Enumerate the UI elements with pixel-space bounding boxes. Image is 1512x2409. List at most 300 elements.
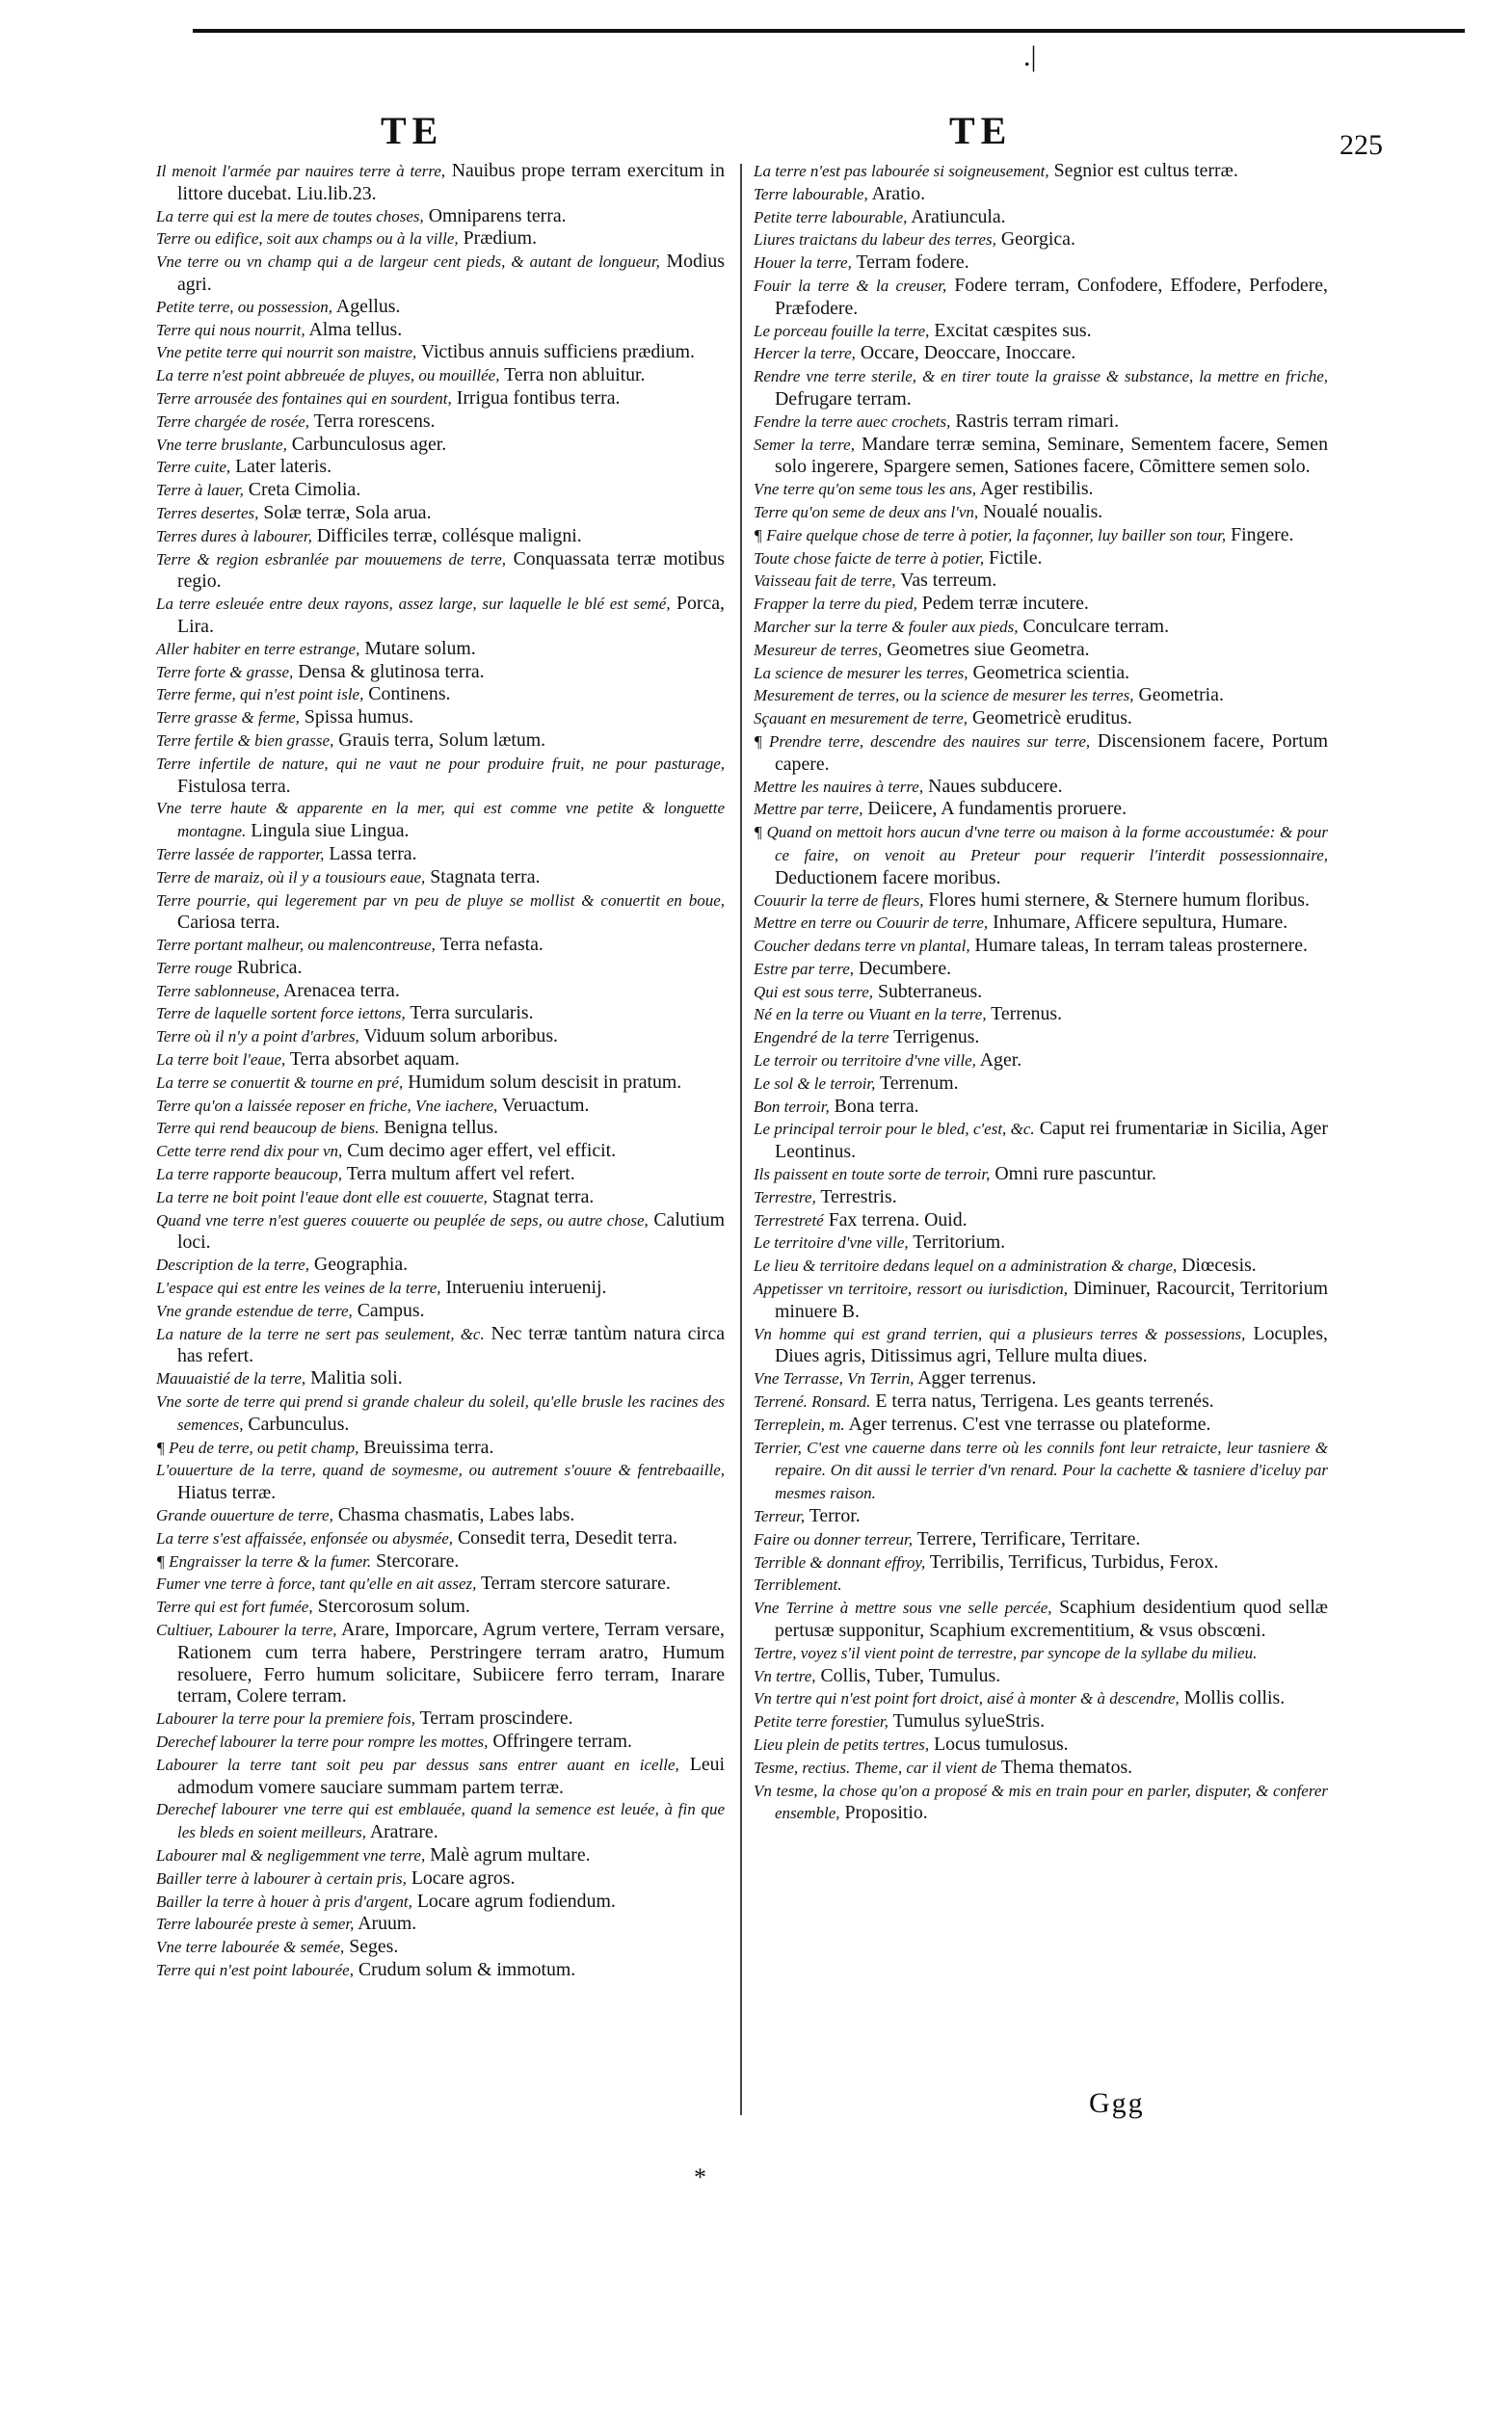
french-phrase: Terre à lauer,: [156, 481, 244, 500]
latin-equivalent: Nauibus prope terram exercitum in littore ducebat. Liu.lib.23.: [177, 160, 725, 204]
latin-equivalent: Terra nefasta.: [439, 934, 544, 956]
french-phrase: Petite terre labourable,: [754, 207, 908, 226]
dictionary-entry: [156, 479, 725, 502]
french-phrase: Houer la terre,: [754, 253, 852, 273]
dictionary-entry: [754, 1528, 1328, 1551]
french-phrase: Terre labourable,: [754, 184, 868, 203]
dictionary-entry: [156, 593, 725, 638]
dictionary-entry: [156, 434, 725, 457]
dictionary-entry: [156, 1731, 725, 1754]
latin-equivalent: Benigna tellus.: [384, 1117, 498, 1139]
french-phrase: Terreur,: [754, 1507, 806, 1526]
french-phrase: Vne terre labourée & semée,: [156, 1938, 345, 1957]
dictionary-entry: [754, 569, 1328, 593]
french-phrase: Il menoit l'armée par nauires terre à terre,: [156, 162, 446, 180]
french-phrase: Frapper la terre du pied,: [754, 595, 917, 614]
dictionary-entry: [754, 730, 1328, 776]
dictionary-entry: [156, 1186, 725, 1209]
latin-equivalent: Fistulosa terra.: [177, 775, 291, 797]
latin-equivalent: Terrestris.: [820, 1185, 897, 1207]
dictionary-entry: [156, 980, 725, 1003]
latin-equivalent: Terrigenus.: [893, 1026, 980, 1048]
french-phrase: Toute chose faicte de terre à potier,: [754, 548, 985, 568]
latin-equivalent: Porca, Lira.: [177, 593, 725, 637]
french-phrase: Semer la terre,: [754, 435, 855, 454]
latin-equivalent: Locare agros.: [411, 1866, 516, 1889]
dictionary-entry: [156, 341, 725, 364]
french-phrase: Tesme, rectius. Theme, car il vient de: [754, 1758, 997, 1777]
dictionary-entry: [754, 410, 1328, 434]
latin-equivalent: Carbunculus.: [248, 1413, 350, 1435]
latin-equivalent: Subterraneus.: [877, 980, 983, 1002]
dictionary-entry: [156, 1117, 725, 1140]
top-rule: [193, 29, 1465, 33]
latin-equivalent: Locare agrum fodiendum.: [416, 1890, 616, 1912]
french-phrase: ¶ Prendre terre, descendre des nauires sur terre,: [754, 731, 1091, 751]
folio-mark: .|: [1023, 40, 1037, 72]
french-phrase: Qui est sous terre,: [754, 982, 874, 1001]
latin-equivalent: Humidum solum descisit in pratum.: [408, 1071, 682, 1093]
dictionary-entry: [754, 342, 1328, 365]
dictionary-entry: [754, 1118, 1328, 1163]
dictionary-entry: [156, 1527, 725, 1550]
dictionary-entry: [156, 1025, 725, 1048]
dictionary-entry: [754, 1665, 1328, 1688]
french-phrase: Terres dures à labourer,: [156, 526, 312, 545]
latin-equivalent: Rastris terram rimari.: [955, 410, 1120, 432]
french-phrase: La terre qui est la mere de toutes choses,: [156, 206, 424, 225]
french-phrase: Tertre, voyez s'il vient point de terrestre, par syncope de la syllabe du milieu.: [754, 1643, 1258, 1662]
dictionary-entry: [754, 1710, 1328, 1734]
latin-equivalent: Later lateris.: [235, 456, 332, 478]
latin-equivalent: Aratiuncula.: [911, 205, 1006, 227]
dictionary-entry: [156, 1573, 725, 1596]
latin-equivalent: Veruactum.: [501, 1094, 590, 1116]
latin-equivalent: Naues subducere.: [928, 775, 1063, 797]
column-divider: [740, 164, 742, 2115]
latin-equivalent: Terram fodere.: [856, 251, 969, 274]
latin-equivalent: Terra non abluitur.: [504, 364, 646, 386]
latin-equivalent: Crudum solum & immotum.: [358, 1958, 576, 1980]
latin-equivalent: Terra rorescens.: [313, 410, 436, 432]
french-phrase: Vne Terrine à mettre sous vne selle percée,: [754, 1599, 1052, 1618]
french-phrase: L'ouuerture de la terre, quand de soymesme, ou autrement s'ouure & fentrebaaille,: [156, 1461, 725, 1480]
dictionary-entry: [754, 1597, 1328, 1642]
dictionary-entry: [754, 1757, 1328, 1780]
french-phrase: Bon terroir,: [754, 1097, 830, 1116]
latin-equivalent: Inhumare, Afficere sepultura, Humare.: [993, 912, 1288, 934]
dictionary-entry: [156, 548, 725, 594]
dictionary-entry: [754, 1367, 1328, 1390]
french-phrase: Mesureur de terres,: [754, 640, 883, 659]
dictionary-entry: [754, 912, 1328, 935]
french-phrase: Vn homme qui est grand terrien, qui a plusieurs terres & possessions,: [754, 1324, 1246, 1343]
dictionary-entry: [754, 1642, 1328, 1665]
dictionary-entry: [754, 1255, 1328, 1278]
latin-equivalent: Carbunculosus ager.: [291, 433, 447, 455]
dictionary-entry: [156, 502, 725, 525]
latin-equivalent: Defrugare terram.: [775, 387, 912, 410]
french-phrase: L'espace qui est entre les veines de la terre,: [156, 1279, 441, 1298]
french-phrase: Faire ou donner terreur,: [754, 1529, 913, 1549]
dictionary-entry: [754, 275, 1328, 320]
latin-equivalent: Fingere.: [1231, 523, 1294, 545]
latin-equivalent: Malitia soli.: [310, 1367, 403, 1390]
dictionary-entry: [754, 593, 1328, 616]
latin-equivalent: Leui admodum vomere sauciare summam partem terræ.: [177, 1753, 725, 1798]
french-phrase: Cette terre rend dix pour vn,: [156, 1142, 343, 1161]
dictionary-entry: [754, 639, 1328, 662]
french-phrase: Vn tertre qui n'est point fort droict, aisé à monter & à descendre,: [754, 1689, 1180, 1708]
dictionary-entry: [156, 1504, 725, 1527]
french-phrase: Terre forte & grasse,: [156, 662, 294, 681]
dictionary-entry: [156, 753, 725, 798]
french-phrase: Vne terre qu'on seme tous les ans,: [754, 480, 977, 499]
french-phrase: Hercer la terre,: [754, 344, 856, 363]
latin-equivalent: Geometria.: [1138, 684, 1224, 706]
french-phrase: La terre se conuertit & tourne en pré,: [156, 1072, 404, 1092]
dictionary-entry: [156, 251, 725, 296]
dictionary-entry: [754, 662, 1328, 685]
dictionary-entry: [156, 1437, 725, 1460]
latin-equivalent: Spissa humus.: [304, 706, 414, 728]
french-phrase: Vne petite terre qui nourrit son maistre,: [156, 343, 417, 362]
dictionary-entry: [156, 205, 725, 228]
french-phrase: Le terroir ou territoire d'vne ville,: [754, 1051, 976, 1071]
french-phrase: Labourer la terre pour la premiere fois,: [156, 1709, 415, 1729]
latin-equivalent: Mandare terræ semina, Seminare, Sementem facere, Semen solo ingerere, Spargere semen, Sationes facere, Cõmittere semen solo.: [775, 433, 1328, 478]
dictionary-entry: [754, 1734, 1328, 1757]
dictionary-entry: [754, 1780, 1328, 1826]
latin-equivalent: Hiatus terræ.: [177, 1482, 277, 1504]
french-phrase: ¶ Engraisser la terre & la fumer.: [156, 1551, 372, 1571]
french-phrase: ¶ Peu de terre, ou petit champ,: [156, 1438, 359, 1457]
french-phrase: Terrible & donnant effroy,: [754, 1552, 926, 1572]
dictionary-entry: [754, 1231, 1328, 1255]
french-phrase: Couurir la terre de fleurs,: [754, 890, 924, 910]
french-phrase: Terre fertile & bien grasse,: [156, 730, 334, 750]
latin-equivalent: Malè agrum multare.: [430, 1843, 591, 1866]
dictionary-entry: [156, 1072, 725, 1095]
dictionary-entry: [156, 661, 725, 684]
french-phrase: Terre ou edifice, soit aux champs ou à la ville,: [156, 229, 459, 249]
french-phrase: Terriblement.: [754, 1575, 842, 1595]
latin-equivalent: Terrenum.: [880, 1072, 959, 1094]
latin-equivalent: Stercorare.: [376, 1549, 460, 1572]
dictionary-entry: [754, 183, 1328, 206]
latin-equivalent: Aratio.: [871, 182, 926, 204]
dictionary-entry: [754, 1390, 1328, 1414]
dictionary-entry: [156, 456, 725, 479]
dictionary-entry: [156, 1707, 725, 1731]
french-phrase: Labourer la terre tant soit peu par dessus sans entrer auant en icelle,: [156, 1755, 679, 1774]
latin-equivalent: Locuples, Diues agris, Ditissimus agri, Tellure multa diues.: [775, 1322, 1328, 1367]
dictionary-entry: [156, 1140, 725, 1163]
french-phrase: Mettre en terre ou Couurir de terre,: [754, 913, 989, 933]
french-phrase: Terre qu'on seme de deux ans l'vn,: [754, 502, 979, 521]
latin-equivalent: Terra multum affert vel refert.: [346, 1163, 575, 1185]
dictionary-entry: [156, 160, 725, 205]
dictionary-entry: [156, 1209, 725, 1255]
french-phrase: Vn tesme, la chose qu'on a proposé & mis en train pour en parler, disputer, & conferer ensemble,: [754, 1781, 1328, 1823]
dictionary-entry: [754, 1072, 1328, 1096]
dictionary-entry: [156, 1048, 725, 1072]
french-phrase: Terrestreté: [754, 1210, 824, 1230]
dictionary-entry: [754, 478, 1328, 501]
latin-equivalent: Creta Cimolia.: [248, 479, 361, 501]
dictionary-entry: [156, 1754, 725, 1799]
french-phrase: Terre qui n'est point labourée,: [156, 1960, 354, 1979]
french-phrase: Fendre la terre auec crochets,: [754, 411, 951, 431]
latin-equivalent: Prædium.: [463, 227, 538, 250]
latin-equivalent: Modius agri.: [177, 251, 725, 295]
latin-equivalent: Geometres siue Geometra.: [887, 638, 1090, 660]
dictionary-entry: [156, 1550, 725, 1574]
latin-equivalent: Arenacea terra.: [283, 979, 400, 1001]
french-phrase: Petite terre forestier,: [754, 1712, 889, 1732]
french-phrase: Vne terre bruslante,: [156, 435, 287, 454]
page-number: 225: [1340, 129, 1383, 161]
french-phrase: Terre & region esbranlée par mouuemens de terre,: [156, 549, 507, 569]
french-phrase: Mettre par terre,: [754, 800, 863, 819]
latin-equivalent: Georgica.: [1000, 228, 1075, 251]
french-phrase: Derechef labourer vne terre qui est emblauée, quand la semence est leuée, à fin que les bleds en soient meilleurs,: [156, 1800, 725, 1842]
signature-mark: Ggg: [1089, 2087, 1145, 2119]
latin-equivalent: Cum decimo ager effert, vel efficit.: [347, 1140, 617, 1162]
dictionary-entry: [156, 1959, 725, 1982]
latin-equivalent: Bona terra.: [834, 1095, 919, 1117]
latin-equivalent: Terribilis, Terrificus, Turbidus, Ferox.: [929, 1550, 1219, 1573]
dictionary-entry: [754, 1414, 1328, 1437]
french-phrase: La terre rapporte beaucoup,: [156, 1165, 342, 1184]
latin-equivalent: Diœcesis.: [1181, 1255, 1257, 1277]
latin-equivalent: Excitat cæspites sus.: [934, 319, 1092, 341]
latin-equivalent: Ager terrenus. C'est vne terrasse ou plateforme.: [848, 1413, 1211, 1435]
dictionary-entry: [156, 387, 725, 410]
latin-equivalent: Terra surcularis.: [410, 1002, 534, 1024]
dictionary-entry: [156, 1254, 725, 1277]
latin-equivalent: Fax terrena. Ouid.: [828, 1208, 968, 1231]
french-phrase: La terre s'est affaissée, enfonsée ou abysmée,: [156, 1528, 454, 1548]
latin-equivalent: Decumbere.: [859, 957, 952, 979]
french-phrase: Le porceau fouille la terre,: [754, 321, 930, 340]
dictionary-entry: [754, 524, 1328, 547]
french-phrase: Coucher dedans terre vn plantal,: [754, 937, 970, 956]
latin-equivalent: Discensionem facere, Portum capere.: [775, 729, 1328, 775]
latin-equivalent: Noualé noualis.: [983, 500, 1103, 522]
dictionary-entry: [754, 776, 1328, 799]
dictionary-entry: [754, 1551, 1328, 1575]
french-phrase: Mettre les nauires à terre,: [754, 777, 924, 796]
french-phrase: Vne terre haute & apparente en la mer, qui est comme vne petite & longuette montagne.: [156, 799, 725, 841]
french-phrase: Aller habiter en terre estrange,: [156, 639, 360, 658]
french-phrase: ¶ Quand on mettoit hors aucun d'vne terre ou maison à la forme accoustumée: & pour ce faire, on venoit au Preteur pour requerir l'interdit possessionnaire,: [754, 823, 1328, 864]
french-phrase: Terre labourée preste à semer,: [156, 1915, 355, 1934]
french-phrase: La science de mesurer les terres,: [754, 663, 968, 682]
latin-equivalent: Nec terræ tantùm natura circa has refert.: [177, 1322, 726, 1367]
latin-equivalent: Agellus.: [335, 295, 401, 317]
latin-equivalent: Chasma chasmatis, Labes labs.: [337, 1504, 575, 1526]
french-phrase: Mesurement de terres, ou la science de mesurer les terres,: [754, 686, 1134, 705]
dictionary-entry: [754, 1186, 1328, 1209]
dictionary-entry: [156, 319, 725, 342]
french-phrase: Vn tertre,: [754, 1666, 816, 1685]
right-column: [754, 160, 1328, 1825]
french-phrase: Terre qui rend beaucoup de biens.: [156, 1119, 380, 1138]
french-phrase: Lieu plein de petits tertres,: [754, 1734, 930, 1754]
dictionary-entry: [156, 1002, 725, 1025]
dictionary-entry: [754, 160, 1328, 183]
latin-equivalent: Alma tellus.: [308, 318, 403, 340]
dictionary-entry: [156, 1459, 725, 1504]
french-phrase: La terre ne boit point l'eaue dont elle est couuerte,: [156, 1187, 488, 1206]
french-phrase: Le principal terroir pour le bled, c'est, &c.: [754, 1120, 1035, 1139]
dictionary-entry: [754, 821, 1328, 888]
french-phrase: Cultiuer, Labourer la terre,: [156, 1621, 337, 1639]
french-phrase: Quand vne terre n'est gueres couuerte ou peuplée de seps, ou autre chose,: [156, 1210, 649, 1230]
dictionary-entry: [156, 525, 725, 548]
french-phrase: Sçauant en mesurement de terre,: [754, 709, 968, 728]
latin-equivalent: Calutium loci.: [177, 1208, 725, 1254]
latin-equivalent: Ager restibilis.: [979, 478, 1094, 500]
latin-equivalent: Occare, Deoccare, Inoccare.: [860, 342, 1076, 364]
dictionary-entry: [754, 434, 1328, 479]
french-phrase: Terrestre,: [754, 1187, 816, 1206]
dictionary-entry: [156, 1300, 725, 1323]
dictionary-entry: [754, 365, 1328, 410]
latin-equivalent: Irrigua fontibus terra.: [456, 386, 621, 409]
french-phrase: La terre boit l'eaue,: [156, 1050, 286, 1070]
latin-equivalent: Mutare solum.: [364, 637, 476, 659]
dictionary-entry: [754, 1026, 1328, 1049]
french-phrase: Terre chargée de rosée,: [156, 411, 309, 431]
latin-equivalent: Thema thematos.: [1000, 1756, 1133, 1778]
dictionary-entry: [156, 1596, 725, 1619]
french-phrase: Engendré de la terre: [754, 1028, 889, 1047]
french-phrase: Estre par terre,: [754, 959, 855, 978]
dictionary-entry: [156, 889, 725, 935]
dictionary-entry: [156, 1390, 725, 1437]
latin-equivalent: Terra absorbet aquam.: [289, 1048, 460, 1071]
latin-equivalent: Stagnata terra.: [430, 865, 541, 887]
right-running-head: TE: [949, 109, 1013, 152]
dictionary-entry: [156, 683, 725, 706]
latin-equivalent: Flores humi sternere, & Sternere humum floribus.: [928, 888, 1310, 911]
french-phrase: Terre de maraiz, où il y a tousiours eaue,: [156, 867, 426, 887]
french-phrase: Appetisser vn territoire, ressort ou iurisdiction,: [754, 1280, 1068, 1299]
dictionary-entry: [156, 1277, 725, 1300]
dictionary-entry: [754, 251, 1328, 275]
french-phrase: Terre infertile de nature, qui ne vaut ne pour produire fruit, ne pour pasturage,: [156, 754, 725, 773]
latin-equivalent: Victibus annuis sufficiens prædium.: [420, 341, 695, 363]
dictionary-entry: [754, 1049, 1328, 1072]
french-phrase: La terre n'est pas labourée si soigneusement,: [754, 162, 1049, 180]
dictionary-entry: [754, 1278, 1328, 1323]
latin-equivalent: Densa & glutinosa terra.: [298, 660, 485, 682]
dictionary-entry: [754, 1574, 1328, 1597]
latin-equivalent: Propositio.: [844, 1802, 928, 1824]
french-phrase: Rendre vne terre sterile, & en tirer toute la graisse & substance, la mettre en friche,: [754, 367, 1328, 386]
latin-equivalent: Solæ terræ, Sola arua.: [263, 501, 432, 523]
french-phrase: Terre grasse & ferme,: [156, 708, 300, 728]
dictionary-entry: [754, 206, 1328, 229]
latin-equivalent: Rubrica.: [236, 956, 303, 978]
french-phrase: Terre lassée de rapporter,: [156, 844, 325, 863]
latin-equivalent: Tumulus sylueStris.: [892, 1710, 1046, 1733]
french-phrase: Terre qu'on a laissée reposer en friche, Vne iachere,: [156, 1096, 498, 1115]
dictionary-entry: [156, 866, 725, 889]
latin-equivalent: Difficiles terræ, collésque maligni.: [316, 524, 582, 546]
latin-equivalent: Deductionem facere moribus.: [775, 866, 1001, 888]
french-phrase: Terre ferme, qui n'est point isle,: [156, 685, 364, 704]
french-phrase: Vne grande estendue de terre,: [156, 1301, 353, 1320]
dictionary-entry: [156, 706, 725, 729]
dictionary-entry: [754, 958, 1328, 981]
latin-equivalent: Fictile.: [989, 546, 1043, 569]
french-phrase: ¶ Faire quelque chose de terre à potier, la façonner, luy bailler son tour,: [754, 525, 1227, 544]
french-phrase: Terres desertes,: [156, 503, 259, 522]
french-phrase: Né en la terre ou Viuant en la terre,: [754, 1005, 987, 1024]
latin-equivalent: Terram stercore saturare.: [480, 1573, 671, 1595]
latin-equivalent: Breuissima terra.: [363, 1436, 494, 1458]
french-phrase: Terre cuite,: [156, 458, 231, 477]
latin-equivalent: Territorium.: [913, 1231, 1006, 1254]
dictionary-entry: [754, 889, 1328, 913]
dictionary-entry: [754, 1003, 1328, 1026]
latin-equivalent: Fodere terram, Confodere, Effodere, Perfodere, Præfodere.: [775, 274, 1329, 319]
latin-equivalent: Viduum solum arboribus.: [363, 1025, 558, 1047]
left-column: [156, 160, 725, 1982]
latin-equivalent: Conculcare terram.: [1022, 615, 1170, 637]
stray-mark: *: [694, 2163, 706, 2191]
latin-equivalent: Terram proscindere.: [419, 1707, 573, 1730]
french-phrase: Terre pourrie, qui legerement par vn peu de pluye se mollist & conuertit en boue,: [156, 890, 725, 910]
french-phrase: Description de la terre,: [156, 1256, 309, 1275]
french-phrase: Vne Terrasse, Vn Terrin,: [754, 1369, 915, 1389]
french-phrase: Labourer mal & negligemment vne terre,: [156, 1845, 426, 1865]
latin-equivalent: Segnior est cultus terræ.: [1053, 160, 1238, 181]
latin-equivalent: Caput rei frumentariæ in Sicilia, Ager Leontinus.: [775, 1118, 1329, 1163]
dictionary-entry: [754, 798, 1328, 821]
dictionary-entry: [156, 797, 725, 843]
dictionary-entry: [156, 957, 725, 980]
latin-equivalent: Continens.: [368, 683, 451, 705]
dictionary-entry: [156, 638, 725, 661]
dictionary-entry: [754, 1687, 1328, 1710]
french-phrase: Liures traictans du labeur des terres,: [754, 230, 996, 250]
french-phrase: Fumer vne terre à force, tant qu'elle en ait assez,: [156, 1575, 477, 1594]
french-phrase: La terre n'est point abbreuée de pluyes, ou mouillée,: [156, 366, 500, 385]
french-phrase: Terre qui est fort fumée,: [156, 1598, 313, 1617]
french-phrase: Vaisseau fait de terre,: [754, 571, 896, 591]
latin-equivalent: Arare, Imporcare, Agrum vertere, Terram versare, Rationem cum terra habere, Perstringere terram aratro, Humum resoluere, Ferro humum solicitare, Subiicere ferro terram, Inarare terram, Colere terram.: [177, 1619, 725, 1707]
french-phrase: Terrené. Ronsard.: [754, 1392, 871, 1412]
french-phrase: Terre sablonneuse,: [156, 981, 280, 1000]
latin-equivalent: Interueniu interuenij.: [445, 1277, 607, 1299]
french-phrase: Le sol & le terroir,: [754, 1073, 876, 1093]
dictionary-entry: [754, 501, 1328, 524]
latin-equivalent: Terrenus.: [991, 1003, 1063, 1025]
french-phrase: Terre arrousée des fontaines qui en sourdent,: [156, 388, 452, 408]
french-phrase: Terre qui nous nourrit,: [156, 320, 305, 339]
dictionary-entry: [156, 1798, 725, 1844]
dictionary-entry: [754, 1505, 1328, 1528]
french-phrase: La terre esleuée entre deux rayons, assez large, sur laquelle le blé est semé,: [156, 595, 671, 614]
french-phrase: Grande ouuerture de terre,: [156, 1506, 333, 1525]
dictionary-entry: [754, 981, 1328, 1004]
french-phrase: Derechef labourer la terre pour rompre les mottes,: [156, 1732, 489, 1751]
dictionary-entry: [754, 1323, 1328, 1368]
